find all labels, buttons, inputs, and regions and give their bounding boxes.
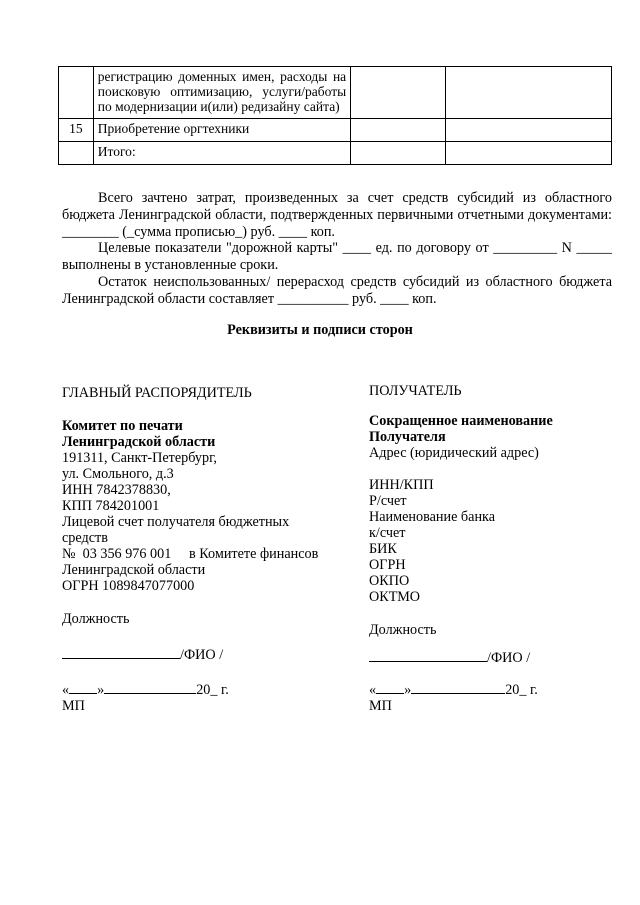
right-party-block [369, 383, 619, 714]
right-detail: к/счет [369, 525, 406, 541]
day-blank [69, 680, 97, 694]
right-signature-line [369, 648, 619, 666]
left-heading: ГЛАВНЫЙ РАСПОРЯДИТЕЛЬ [62, 385, 252, 401]
left-detail: 191311, Санкт-Петербург, [62, 450, 217, 466]
left-detail: ул. Смольного, д.3 [62, 466, 174, 482]
left-detail: средств [62, 530, 108, 546]
month-blank [104, 680, 196, 694]
year-label: 20_ г. [196, 682, 229, 698]
table-row [59, 142, 612, 165]
right-detail: ИНН/КПП [369, 477, 434, 493]
right-detail: БИК [369, 541, 397, 557]
year-label: 20_ г. [505, 682, 538, 698]
paragraph-expenses-total: Всего зачтено затрат, произведенных за счет средств субсидий из областного бюджета Ленинградской области, подтвержденных первичными отчетными документами: ________ (_сумма прописью_) руб. ____ коп. [62, 190, 612, 240]
section-title: Реквизиты и подписи сторон [227, 322, 413, 338]
right-detail: ОГРН [369, 557, 406, 573]
right-detail: ОКПО [369, 573, 410, 589]
day-blank [376, 680, 404, 694]
right-name-label: Получателя [369, 429, 446, 445]
row-description: регистрацию доменных имен, расходы на поисковую оптимизацию, услуги/работы по модернизации и(или) редизайну сайта) [93, 67, 350, 119]
left-detail: Лицевой счет получателя бюджетных [62, 514, 290, 530]
right-heading: ПОЛУЧАТЕЛЬ [369, 383, 462, 399]
left-position-label: Должность [62, 611, 130, 627]
row-number [59, 142, 94, 165]
right-stamp-label: МП [369, 698, 392, 714]
left-date-line [62, 680, 352, 698]
signature-blank [369, 648, 487, 662]
row-cell-empty [446, 67, 612, 119]
row-total-label: Итого: [93, 142, 350, 165]
left-detail: ОГРН 1089847077000 [62, 578, 195, 594]
left-org-name: Комитет по печати [62, 418, 183, 434]
left-fio-label: /ФИО / [180, 647, 224, 663]
left-detail: Ленинградской области [62, 562, 206, 578]
left-signature-line [62, 645, 352, 663]
date-quote: « [369, 682, 377, 698]
date-quote: » [97, 682, 105, 698]
right-fio-label: /ФИО / [487, 650, 531, 666]
date-quote: « [62, 682, 70, 698]
date-quote: » [404, 682, 412, 698]
right-detail: Р/счет [369, 493, 407, 509]
right-detail [369, 461, 619, 477]
left-detail: КПП 784201001 [62, 498, 160, 514]
right-name-label: Сокращенное наименование [369, 413, 553, 429]
right-detail: ОКТМО [369, 589, 421, 605]
row-number [59, 67, 94, 119]
expenses-table [58, 66, 612, 165]
row-cell-empty [446, 119, 612, 142]
right-detail: Наименование банка [369, 509, 496, 525]
row-cell-empty [351, 119, 446, 142]
signature-blank [62, 645, 180, 659]
table-row [59, 67, 612, 119]
paragraph-target-indicators: Целевые показатели "дорожной карты" ____ ед. по договору от _________ N _____ выполнены в установленные сроки. [62, 240, 612, 273]
right-position-label: Должность [369, 622, 437, 638]
month-blank [411, 680, 505, 694]
table-row [59, 119, 612, 142]
left-org-name: Ленинградской области [62, 434, 216, 450]
row-cell-empty [446, 142, 612, 165]
row-cell-empty [351, 142, 446, 165]
right-date-line [369, 680, 619, 698]
left-detail: № 03 356 976 001 в Комитете финансов [62, 546, 319, 562]
right-detail: Адрес (юридический адрес) [369, 445, 539, 461]
left-stamp-label: МП [62, 698, 85, 714]
row-number: 15 [59, 119, 94, 142]
left-detail: ИНН 7842378830, [62, 482, 171, 498]
left-party-block [62, 385, 352, 714]
row-cell-empty [351, 67, 446, 119]
row-description: Приобретение оргтехники [93, 119, 350, 142]
paragraph-remaining-balance: Остаток неиспользованных/ перерасход средств субсидий из областного бюджета Ленинградской области составляет __________ руб. ____ коп. [62, 274, 612, 307]
